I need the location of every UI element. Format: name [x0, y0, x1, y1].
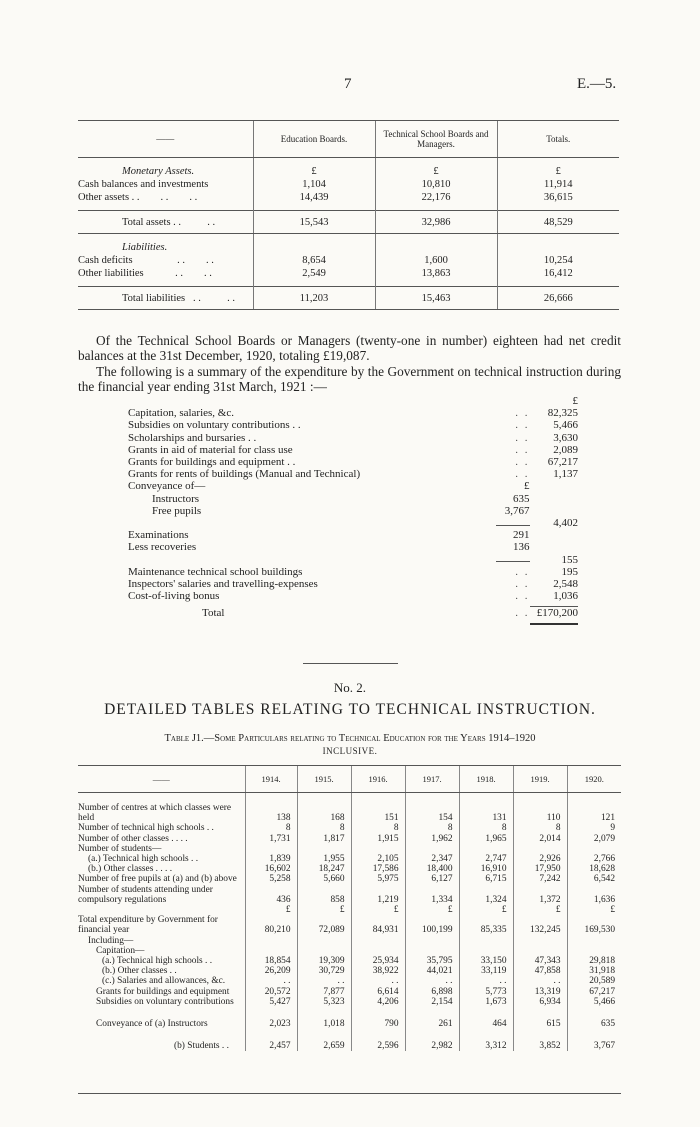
- row-label: (a.) Technical high schools . .: [88, 854, 199, 865]
- cell: 33,150: [459, 956, 513, 966]
- cell: 1,324: [459, 885, 513, 905]
- table-caption-continued: INCLUSIVE.: [322, 746, 378, 756]
- cell: 47,858: [513, 966, 567, 976]
- cell: . .: [405, 976, 459, 986]
- cell: 10,254: [497, 254, 619, 267]
- table-row: [78, 178, 619, 191]
- table-caption: Table J1.—Some Particulars relating to Technical Education for the Years 1914–1920: [164, 733, 536, 744]
- paragraph-credit-balances: Of the Technical School Boards or Managers (twenty-one in number) eighteen had net credit balances at the 31st December, 1920, totaling £19,087.: [78, 333, 621, 363]
- column-header: Totals.: [497, 121, 619, 158]
- cell: 1,915: [351, 834, 405, 844]
- cell: 5,975: [351, 874, 405, 884]
- cell: 8: [513, 823, 567, 833]
- row-label: (b.) Other classes . .: [102, 966, 177, 977]
- cell: 6,127: [405, 874, 459, 884]
- cell: 6,614: [351, 987, 405, 997]
- cell: [351, 844, 405, 854]
- cell: 1,104: [253, 178, 375, 191]
- table-row: [78, 234, 619, 254]
- row-label: Number of students attending under compulsory regulations: [78, 884, 213, 905]
- cell: 10,810: [375, 178, 497, 191]
- cell: 100,199: [405, 915, 459, 935]
- table-bottom-rule: [78, 1093, 621, 1094]
- cell: 36,615: [497, 191, 619, 211]
- cell: [297, 844, 351, 854]
- paragraph-expenditure-summary: The following is a summary of the expenditure by the Government on technical instruction during the financial year ending 31st March, 1921 :—: [78, 364, 621, 394]
- cell: 2,014: [513, 834, 567, 844]
- document-reference: E.—5.: [577, 76, 617, 92]
- currency-symbol: £: [497, 158, 619, 178]
- cell: 464: [459, 1007, 513, 1029]
- cell: 1,334: [405, 885, 459, 905]
- row-label: Cash deficits . . . .: [78, 254, 214, 266]
- cell: 29,818: [567, 956, 621, 966]
- cell: . .: [513, 976, 567, 986]
- cell: £: [245, 905, 297, 915]
- table-row: [78, 997, 621, 1007]
- cell: [459, 844, 513, 854]
- cell: 1,636: [567, 885, 621, 905]
- row-label: Total expenditure by Government for financial year: [78, 915, 218, 936]
- cell: 1,018: [297, 1007, 351, 1029]
- cell: 25,934: [351, 956, 405, 966]
- cell: 635: [567, 1007, 621, 1029]
- list-item: Subsidies on voluntary contributions . . . . 5,466: [128, 419, 578, 432]
- assets-heading: Monetary Assets.: [122, 165, 195, 177]
- row-label: Number of other classes . . . .: [78, 833, 188, 844]
- cell: [513, 946, 567, 956]
- currency-symbol: £: [375, 158, 497, 178]
- cell: . .: [245, 976, 297, 986]
- row-label: (a.) Technical high schools . .: [102, 956, 213, 967]
- row-label: Number of centres at which classes were held: [78, 803, 232, 824]
- row-label: Total assets . . . .: [78, 211, 253, 234]
- cell: 18,628: [567, 864, 621, 874]
- cell: [405, 936, 459, 946]
- list-item: Scholarships and bursaries . . . . 3,630: [128, 431, 578, 444]
- cell: 6,934: [513, 997, 567, 1007]
- section-title: DETAILED TABLES RELATING TO TECHNICAL INSTRUCTION.: [104, 701, 596, 718]
- cell: 169,530: [567, 915, 621, 935]
- cell: 2,659: [297, 1029, 351, 1051]
- table-row: [78, 905, 621, 915]
- cell: 30,729: [297, 966, 351, 976]
- cell: 13,319: [513, 987, 567, 997]
- cell: 2,982: [405, 1029, 459, 1051]
- cell: 1,372: [513, 885, 567, 905]
- cell: [245, 844, 297, 854]
- table-row: [78, 267, 619, 287]
- list-item: Cost-of-living bonus . . 1,036: [128, 590, 578, 603]
- row-label: Number of technical high schools . .: [78, 823, 214, 834]
- table-row: [78, 823, 621, 833]
- cell: 436: [245, 885, 297, 905]
- liabilities-heading: Liabilities.: [122, 241, 168, 253]
- cell: 17,950: [513, 864, 567, 874]
- table-row: [78, 854, 621, 864]
- cell: 6,898: [405, 987, 459, 997]
- cell: [297, 936, 351, 946]
- cell: 131: [459, 793, 513, 824]
- expenditure-summary: [128, 395, 578, 625]
- cell: 2,596: [351, 1029, 405, 1051]
- cell: [405, 844, 459, 854]
- cell: £: [297, 905, 351, 915]
- cell: 6,715: [459, 874, 513, 884]
- cell: 44,021: [405, 966, 459, 976]
- cell: £: [351, 905, 405, 915]
- cell: [459, 946, 513, 956]
- cell: [567, 946, 621, 956]
- cell: 5,660: [297, 874, 351, 884]
- cell: 4,206: [351, 997, 405, 1007]
- list-item: Grants for rents of buildings (Manual and Technical) . . 1,137: [128, 468, 578, 481]
- column-header: 1917.: [405, 766, 459, 793]
- row-label: [78, 905, 245, 915]
- cell: 132,245: [513, 915, 567, 935]
- table-header-row: [78, 121, 619, 158]
- list-item: Capitation, salaries, &c. . . 82,325: [128, 407, 578, 420]
- cell: £: [567, 905, 621, 915]
- cell: 48,529: [497, 211, 619, 234]
- column-header: ——: [78, 121, 253, 158]
- cell: 20,589: [567, 976, 621, 986]
- cell: 26,666: [497, 287, 619, 310]
- cell: 7,242: [513, 874, 567, 884]
- cell: 8: [245, 823, 297, 833]
- cell: 5,773: [459, 987, 513, 997]
- cell: 16,412: [497, 267, 619, 287]
- list-item: Instructors 635: [152, 492, 530, 505]
- cell: 2,023: [245, 1007, 297, 1029]
- cell: 858: [297, 885, 351, 905]
- cell: 615: [513, 1007, 567, 1029]
- column-header: 1915.: [297, 766, 351, 793]
- cell: 15,463: [375, 287, 497, 310]
- cell: 2,347: [405, 854, 459, 864]
- assets-liabilities-table: [78, 120, 619, 310]
- row-label: Grants for buildings and equipment: [96, 986, 230, 997]
- cell: 168: [297, 793, 351, 824]
- table-row: [78, 946, 621, 956]
- row-label: (c.) Salaries and allowances, &c.: [102, 976, 226, 987]
- currency-symbol: £: [253, 158, 375, 178]
- list-item: Less recoveries 136: [128, 541, 530, 554]
- table-row: [78, 191, 619, 211]
- cell: 26,209: [245, 966, 297, 976]
- cell: 72,089: [297, 915, 351, 935]
- cell: 32,986: [375, 211, 497, 234]
- column-header: Technical School Boards and Managers.: [375, 121, 497, 158]
- row-label: Cash balances and investments: [78, 178, 209, 190]
- cell: 8,654: [253, 254, 375, 267]
- cell: 31,918: [567, 966, 621, 976]
- list-item: Maintenance technical school buildings . . 195: [128, 565, 578, 578]
- cell: 11,914: [497, 178, 619, 191]
- cell: [351, 936, 405, 946]
- cell: 5,427: [245, 997, 297, 1007]
- cell: 13,863: [375, 267, 497, 287]
- row-label: (b.) Other classes . . . .: [88, 864, 173, 875]
- cell: 14,439: [253, 191, 375, 211]
- column-header: 1919.: [513, 766, 567, 793]
- cell: 18,854: [245, 956, 297, 966]
- cell: [459, 936, 513, 946]
- row-label: (b) Students . .: [174, 1040, 229, 1051]
- cell: £: [459, 905, 513, 915]
- cell: 1,731: [245, 834, 297, 844]
- cell: 11,203: [253, 287, 375, 310]
- cell: 8: [297, 823, 351, 833]
- cell: 38,922: [351, 966, 405, 976]
- cell: 47,343: [513, 956, 567, 966]
- column-header: 1916.: [351, 766, 405, 793]
- list-item: Free pupils 3,767: [152, 504, 530, 517]
- table-row: [78, 874, 621, 884]
- column-header: 1914.: [245, 766, 297, 793]
- table-row: [78, 254, 619, 267]
- expenditure-total-row: Total . . £170,200: [128, 607, 578, 619]
- table-row: [78, 158, 619, 178]
- cell: 5,466: [567, 997, 621, 1007]
- currency-symbol: £: [524, 480, 530, 493]
- cell: 1,955: [297, 854, 351, 864]
- cell: 110: [513, 793, 567, 824]
- cell: 2,457: [245, 1029, 297, 1051]
- cell: [351, 946, 405, 956]
- cell: 261: [405, 1007, 459, 1029]
- cell: 18,247: [297, 864, 351, 874]
- conveyance-total: 4,402: [553, 517, 578, 530]
- list-item: Inspectors' salaries and travelling-expenses . . 2,548: [128, 578, 578, 591]
- table-body: [78, 793, 621, 1052]
- cell: 67,217: [567, 987, 621, 997]
- cell: . .: [351, 976, 405, 986]
- cell: 790: [351, 1007, 405, 1029]
- cell: 80,210: [245, 915, 297, 935]
- cell: 8: [405, 823, 459, 833]
- cell: 2,747: [459, 854, 513, 864]
- list-item: Grants in aid of material for class use . . 2,089: [128, 443, 578, 456]
- cell: 1,673: [459, 997, 513, 1007]
- table-row: [78, 834, 621, 844]
- row-label: Total liabilities . . . .: [78, 287, 253, 310]
- cell: 1,962: [405, 834, 459, 844]
- row-label: Other assets . . . . . .: [78, 191, 198, 203]
- table-row: [78, 915, 621, 935]
- table-row: [78, 966, 621, 976]
- cell: 5,323: [297, 997, 351, 1007]
- cell: 2,079: [567, 834, 621, 844]
- row-label: Number of students—: [78, 843, 162, 854]
- cell: [567, 936, 621, 946]
- cell: [245, 936, 297, 946]
- cell: 20,572: [245, 987, 297, 997]
- cell: 18,400: [405, 864, 459, 874]
- cell: £: [513, 905, 567, 915]
- list-item: Examinations 291: [128, 529, 530, 542]
- cell: 2,549: [253, 267, 375, 287]
- table-row: [78, 1029, 621, 1051]
- cell: [567, 844, 621, 854]
- examinations-net: 155: [561, 553, 578, 566]
- cell: [513, 844, 567, 854]
- cell: 33,119: [459, 966, 513, 976]
- row-label: Number of free pupils at (a) and (b) above: [78, 874, 237, 885]
- cell: 1,600: [375, 254, 497, 267]
- table-row: [78, 976, 621, 986]
- row-label: Including—: [88, 935, 134, 946]
- column-header: 1920.: [567, 766, 621, 793]
- cell: 2,926: [513, 854, 567, 864]
- cell: 22,176: [375, 191, 497, 211]
- cell: . .: [297, 976, 351, 986]
- cell: 19,309: [297, 956, 351, 966]
- column-header: Education Boards.: [253, 121, 375, 158]
- cell: 16,602: [245, 864, 297, 874]
- cell: 3,852: [513, 1029, 567, 1051]
- cell: 84,931: [351, 915, 405, 935]
- total-label: Total: [202, 607, 225, 620]
- section-number: No. 2.: [333, 680, 367, 695]
- cell: 5,258: [245, 874, 297, 884]
- table-header-row: [78, 766, 621, 793]
- list-item: Grants for buildings and equipment . . . . 67,217: [128, 456, 578, 469]
- cell: [513, 936, 567, 946]
- total-liabilities-row: [78, 287, 619, 310]
- table-row: [78, 956, 621, 966]
- cell: 16,910: [459, 864, 513, 874]
- cell: 7,877: [297, 987, 351, 997]
- row-label: Subsidies on voluntary contributions: [96, 996, 234, 1007]
- table-row: [78, 1007, 621, 1029]
- cell: 2,766: [567, 854, 621, 864]
- divider: [303, 663, 398, 664]
- cell: 138: [245, 793, 297, 824]
- cell: 85,335: [459, 915, 513, 935]
- cell: 3,767: [567, 1029, 621, 1051]
- table-row: [78, 987, 621, 997]
- cell: 1,965: [459, 834, 513, 844]
- cell: 2,105: [351, 854, 405, 864]
- cell: [245, 946, 297, 956]
- cell: 15,543: [253, 211, 375, 234]
- cell: [405, 946, 459, 956]
- cell: 121: [567, 793, 621, 824]
- cell: 1,817: [297, 834, 351, 844]
- cell: [297, 946, 351, 956]
- cell: 154: [405, 793, 459, 824]
- row-label: Conveyance of (a) Instructors: [96, 1018, 208, 1029]
- table-row: [78, 793, 621, 824]
- cell: 3,312: [459, 1029, 513, 1051]
- column-header: 1918.: [459, 766, 513, 793]
- cell: 1,839: [245, 854, 297, 864]
- technical-education-table: [78, 765, 621, 1051]
- cell: 1,219: [351, 885, 405, 905]
- cell: 6,542: [567, 874, 621, 884]
- table-row: [78, 936, 621, 946]
- cell: 8: [351, 823, 405, 833]
- column-header: ——: [78, 766, 245, 793]
- row-label: Other liabilities . . . .: [78, 267, 212, 279]
- table-row: [78, 864, 621, 874]
- cell: 8: [459, 823, 513, 833]
- table-row: [78, 844, 621, 854]
- cell: 17,586: [351, 864, 405, 874]
- currency-symbol: £: [572, 395, 578, 407]
- table-row: [78, 885, 621, 905]
- conveyance-label: Conveyance of—: [128, 480, 206, 493]
- cell: 9: [567, 823, 621, 833]
- cell: 151: [351, 793, 405, 824]
- page-number: 7: [344, 76, 352, 92]
- cell: £: [405, 905, 459, 915]
- total-assets-row: [78, 211, 619, 234]
- cell: . .: [459, 976, 513, 986]
- total-amount: £170,200: [536, 607, 578, 620]
- cell: 35,795: [405, 956, 459, 966]
- row-label: Capitation—: [96, 945, 145, 956]
- cell: 2,154: [405, 997, 459, 1007]
